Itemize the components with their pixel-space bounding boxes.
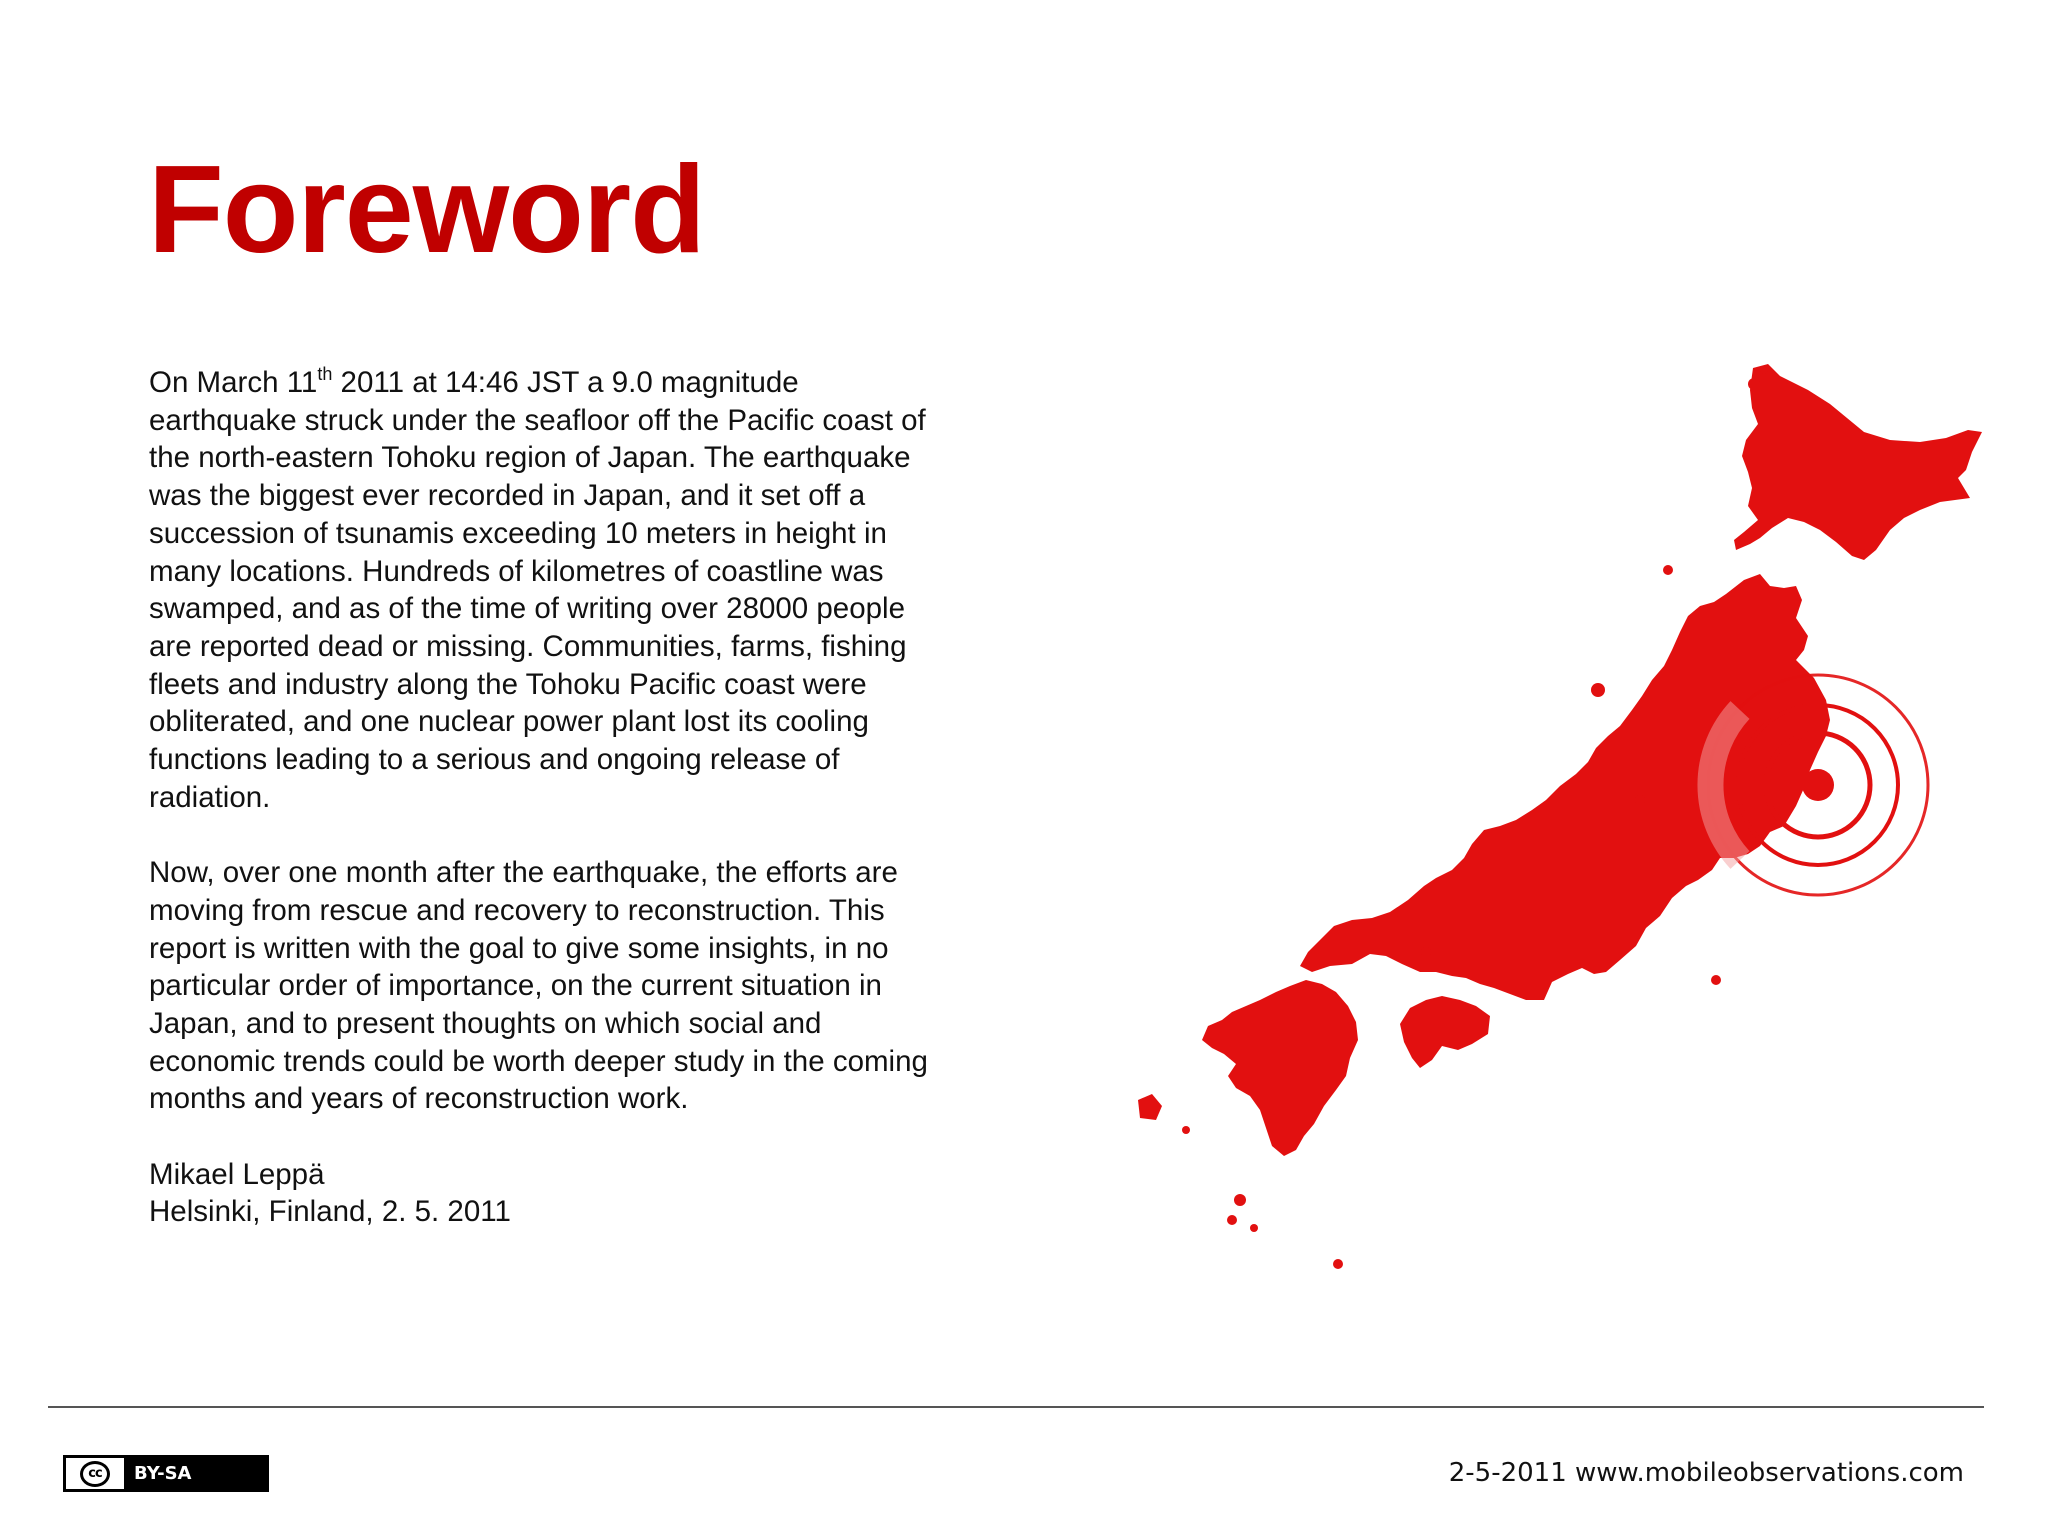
- date-prefix: On March 11: [149, 366, 318, 399]
- signature-block: [149, 1156, 949, 1231]
- license-label: BY-SA: [124, 1458, 266, 1489]
- author-name: Mikael Leppä: [149, 1157, 325, 1191]
- foreword-paragraph-2: Now, over one month after the earthquake, the efforts are moving from rescue and recovery to reconstruction. This report is written with the goal to give some insights, in no particular order of importance, on the current situation in Japan, and to present thoughts on which social and economic trends could be worth deeper study in the coming months and years of reconstruction work.: [149, 856, 928, 1116]
- foreword-paragraph-1: [149, 364, 949, 816]
- ordinal-superscript: th: [317, 364, 333, 384]
- japan-landmass: [1138, 364, 1982, 1269]
- place-date: Helsinki, Finland, 2. 5. 2011: [149, 1195, 511, 1229]
- page-title: Foreword: [148, 141, 705, 279]
- japan-map-icon: [1120, 360, 2000, 1280]
- paragraph-1-body: 2011 at 14:46 JST a 9.0 magnitude earthquake struck under the seafloor off the Pacific coast of the north-eastern Tohoku region of Japan. The earthquake was the biggest ever recorded in Japan, and it set off a succession of tsunamis exceeding 10 meters in height in many locations. Hundreds of kilometres of coastline was swamped, and as of the time of writing over 28000 people are reported dead or missing. Communities, farms, fishing fleets and industry along the Tohoku Pacific coast were obliterated, and one nuclear power plant lost its cooling functions leading to a serious and ongoing release of radiation.: [149, 366, 926, 814]
- cc-by-sa-badge: [63, 1455, 269, 1492]
- footer-divider: [48, 1406, 1984, 1408]
- footer-date-url: 2-5-2011 www.mobileobservations.com: [1448, 1458, 1964, 1488]
- foreword-text: [149, 364, 949, 1231]
- cc-icon: cc: [80, 1461, 110, 1487]
